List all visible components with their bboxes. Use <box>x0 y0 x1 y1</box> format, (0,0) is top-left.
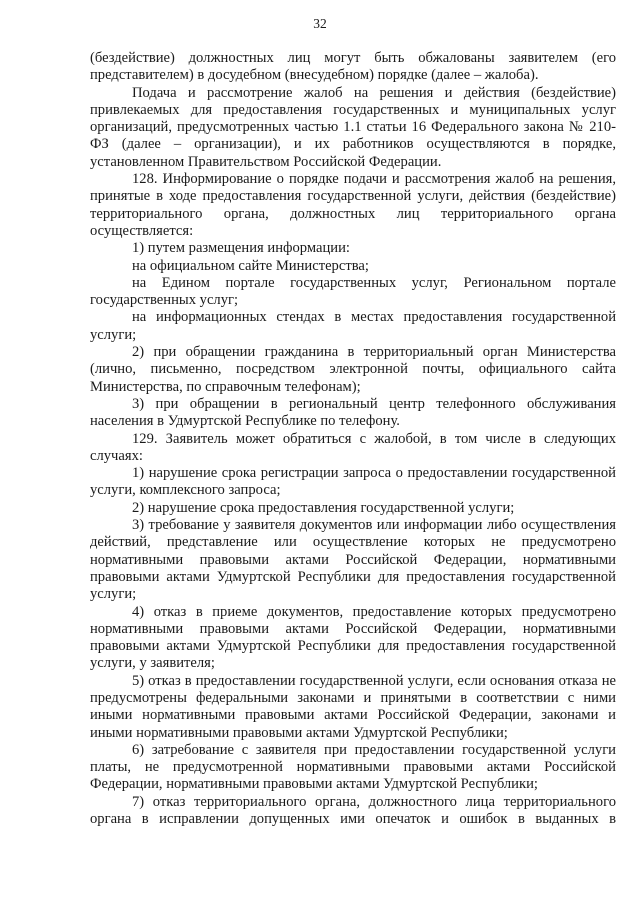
paragraph: на Едином портале государственных услуг, Региональном портале государственных услуг; <box>90 274 616 309</box>
paragraph: 5) отказ в предоставлении государственной услуги, если основания отказа не предусмотрены федеральными законами и принятыми в соответствии с ними иными нормативными правовыми актами Российской Федерации, законами и иными нормативными правовыми актами Удмуртской Республики; <box>90 672 616 741</box>
paragraph: 3) при обращении в региональный центр телефонного обслуживания населения в Удмуртской Республике по телефону. <box>90 395 616 430</box>
paragraph: 129. Заявитель может обратиться с жалобой, в том числе в следующих случаях: <box>90 430 616 464</box>
paragraph: 6) затребование с заявителя при предоставлении государственной услуги платы, не предусмотренной нормативными правовыми актами Российской Федерации, нормативными правовыми актами Удмуртской Республики; <box>90 741 616 793</box>
document-body <box>90 50 616 828</box>
paragraph: 1) нарушение срока регистрации запроса о предоставлении государственной услуги, комплексного запроса; <box>90 465 616 499</box>
paragraph: 7) отказ территориального органа, должностного лица территориального органа в исправлении допущенных ими опечаток и ошибок в выданных в <box>90 793 616 828</box>
paragraph: 3) требование у заявителя документов или информации либо осуществления действий, представление или осуществление которых не предусмотрено нормативными правовыми актами Российской Федерации, нормативными правовыми актами Удмуртской Республики для предоставления государственной услуги; <box>90 517 616 603</box>
paragraph: 128. Информирование о порядке подачи и рассмотрения жалоб на решения, принятые в ходе предоставления государственной услуги, действия (бездействие) территориального органа, должностных лиц территориального органа осуществляется: <box>90 171 616 239</box>
paragraph: 2) при обращении гражданина в территориальный орган Министерства (лично, письменно, посредством электронной почты, официального сайта Министерства, по справочным телефонам); <box>90 344 616 395</box>
paragraph: на официальном сайте Министерства; <box>132 257 369 274</box>
paragraph: (бездействие) должностных лиц могут быть обжалованы заявителем (его представителем) в досудебном (внесудебном) порядке (далее – жалоба). <box>90 50 616 84</box>
page-number: 32 <box>313 16 327 31</box>
paragraph: на информационных стендах в местах предоставления государственной услуги; <box>90 309 616 343</box>
paragraph: 4) отказ в приеме документов, предоставление которых предусмотрено нормативными правовыми актами Российской Федерации, нормативными правовыми актами Удмуртской Республики для предоставления государственной услуги, у заявителя; <box>90 603 616 672</box>
paragraph: Подача и рассмотрение жалоб на решения и действия (бездействие) привлекаемых для предоставления государственных и муниципальных услуг организаций, предусмотренных частью 1.1 статьи 16 Федерального закона № 210-ФЗ (далее – организации), и их работников осуществляются в порядке, установленном Правительством Российской Федерации. <box>90 84 616 170</box>
paragraph: 1) путем размещения информации: <box>132 240 350 257</box>
paragraph: 2) нарушение срока предоставления государственной услуги; <box>132 499 515 516</box>
